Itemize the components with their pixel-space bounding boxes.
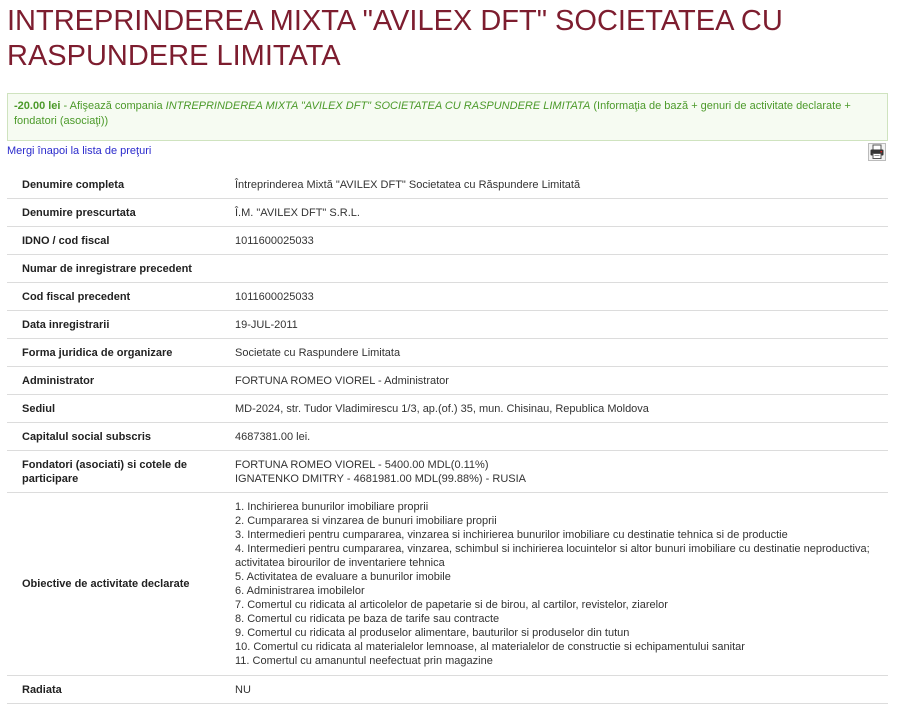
founder-item: IGNATENKO DMITRY - 4681981.00 MDL(99.88%) - RUSIA <box>235 473 526 485</box>
activity-item: 9. Comertul cu ridicata al produselor alimentare, bauturilor si produselor din tutun <box>235 627 630 639</box>
founder-item: FORTUNA ROMEO VIOREL - 5400.00 MDL(0.11%) <box>235 459 489 471</box>
row-label: Administrator <box>7 367 212 395</box>
table-row <box>7 339 888 367</box>
activity-item: 3. Intermedieri pentru cumpararea, vinzarea si inchirierea bunurilor imobiliare cu destinatie tehnica si de productie <box>235 529 788 541</box>
row-label: Forma juridica de organizare <box>7 339 212 367</box>
row-value: NU <box>212 676 888 704</box>
activity-item: 4. Intermedieri pentru cumpararea, vinzarea, schimbul si inchirierea locuintelor si altor bunuri imobiliare cu destinatie neproductiva; activitatea birourilor de inventariere tehnica <box>235 543 870 569</box>
table-row <box>7 367 888 395</box>
row-value: Î.M. "AVILEX DFT" S.R.L. <box>212 199 888 227</box>
row-value: 19-JUL-2011 <box>212 311 888 339</box>
activity-item: 2. Cumpararea si vinzarea de bunuri imobiliare proprii <box>235 515 497 527</box>
table-row <box>7 451 888 493</box>
row-label: Obiective de activitate declarate <box>7 493 212 676</box>
row-value: 1011600025033 <box>212 283 888 311</box>
row-value <box>212 255 888 283</box>
row-label: Capitalul social subscris <box>7 423 212 451</box>
row-label: Fondatori (asociati) si cotele de participare <box>7 451 212 493</box>
row-value: FORTUNA ROMEO VIOREL - Administrator <box>212 367 888 395</box>
notice-separator: - <box>60 100 70 112</box>
table-row <box>7 493 888 676</box>
price-notice[interactable] <box>7 93 888 141</box>
row-label: Numar de inregistrare precedent <box>7 255 212 283</box>
table-row <box>7 171 888 199</box>
row-label: Denumire completa <box>7 171 212 199</box>
company-info-table <box>7 171 888 704</box>
notice-prefix: Afişează compania <box>69 100 166 112</box>
table-row <box>7 255 888 283</box>
table-row <box>7 199 888 227</box>
printer-icon[interactable] <box>868 143 886 161</box>
table-row <box>7 423 888 451</box>
activity-item: 11. Comertul cu amanuntul neefectuat prin magazine <box>235 655 493 667</box>
row-value: Societate cu Raspundere Limitata <box>212 339 888 367</box>
row-value: 4687381.00 lei. <box>212 423 888 451</box>
table-row <box>7 676 888 704</box>
notice-price: -20.00 lei <box>14 100 61 112</box>
row-value: Întreprinderea Mixtă "AVILEX DFT" Societatea cu Răspundere Limitată <box>212 171 888 199</box>
page-title: INTREPRINDEREA MIXTA "AVILEX DFT" SOCIETATEA CU RASPUNDERE LIMITATA <box>7 5 783 72</box>
notice-suffix: (Informaţia de bază + genuri de activitate declarate + fondatori (asociaţi)) <box>14 100 851 127</box>
row-label: Data inregistrarii <box>7 311 212 339</box>
row-label: Radiata <box>7 676 212 704</box>
activity-item: 6. Administrarea imobilelor <box>235 585 365 597</box>
row-value: 1011600025033 <box>212 227 888 255</box>
activity-item: 8. Comertul cu ridicata pe baza de tarife sau contracte <box>235 613 500 625</box>
table-row <box>7 311 888 339</box>
founders-list <box>212 451 888 493</box>
table-row <box>7 283 888 311</box>
activity-item: 1. Inchirierea bunurilor imobiliare proprii <box>235 501 429 513</box>
row-value: MD-2024, str. Tudor Vladimirescu 1/3, ap.(of.) 35, mun. Chisinau, Republica Moldova <box>212 395 888 423</box>
activities-list <box>212 493 888 676</box>
table-row <box>7 395 888 423</box>
notice-company: INTREPRINDEREA MIXTA "AVILEX DFT" SOCIETATEA CU RASPUNDERE LIMITATA <box>165 100 591 112</box>
activity-item: 7. Comertul cu ridicata al articolelor de papetarie si de birou, al cartilor, revistelor, ziarelor <box>235 599 668 611</box>
activity-item: 10. Comertul cu ridicata al materialelor lemnoase, al materialelor de constructie si echipamentului sanitar <box>235 641 745 653</box>
row-label: IDNO / cod fiscal <box>7 227 212 255</box>
row-label: Sediul <box>7 395 212 423</box>
row-label: Denumire prescurtata <box>7 199 212 227</box>
back-to-price-list-link[interactable]: Mergi înapoi la lista de preţuri <box>7 145 152 157</box>
table-row <box>7 227 888 255</box>
row-label: Cod fiscal precedent <box>7 283 212 311</box>
activity-item: 5. Activitatea de evaluare a bunurilor imobile <box>235 571 451 583</box>
